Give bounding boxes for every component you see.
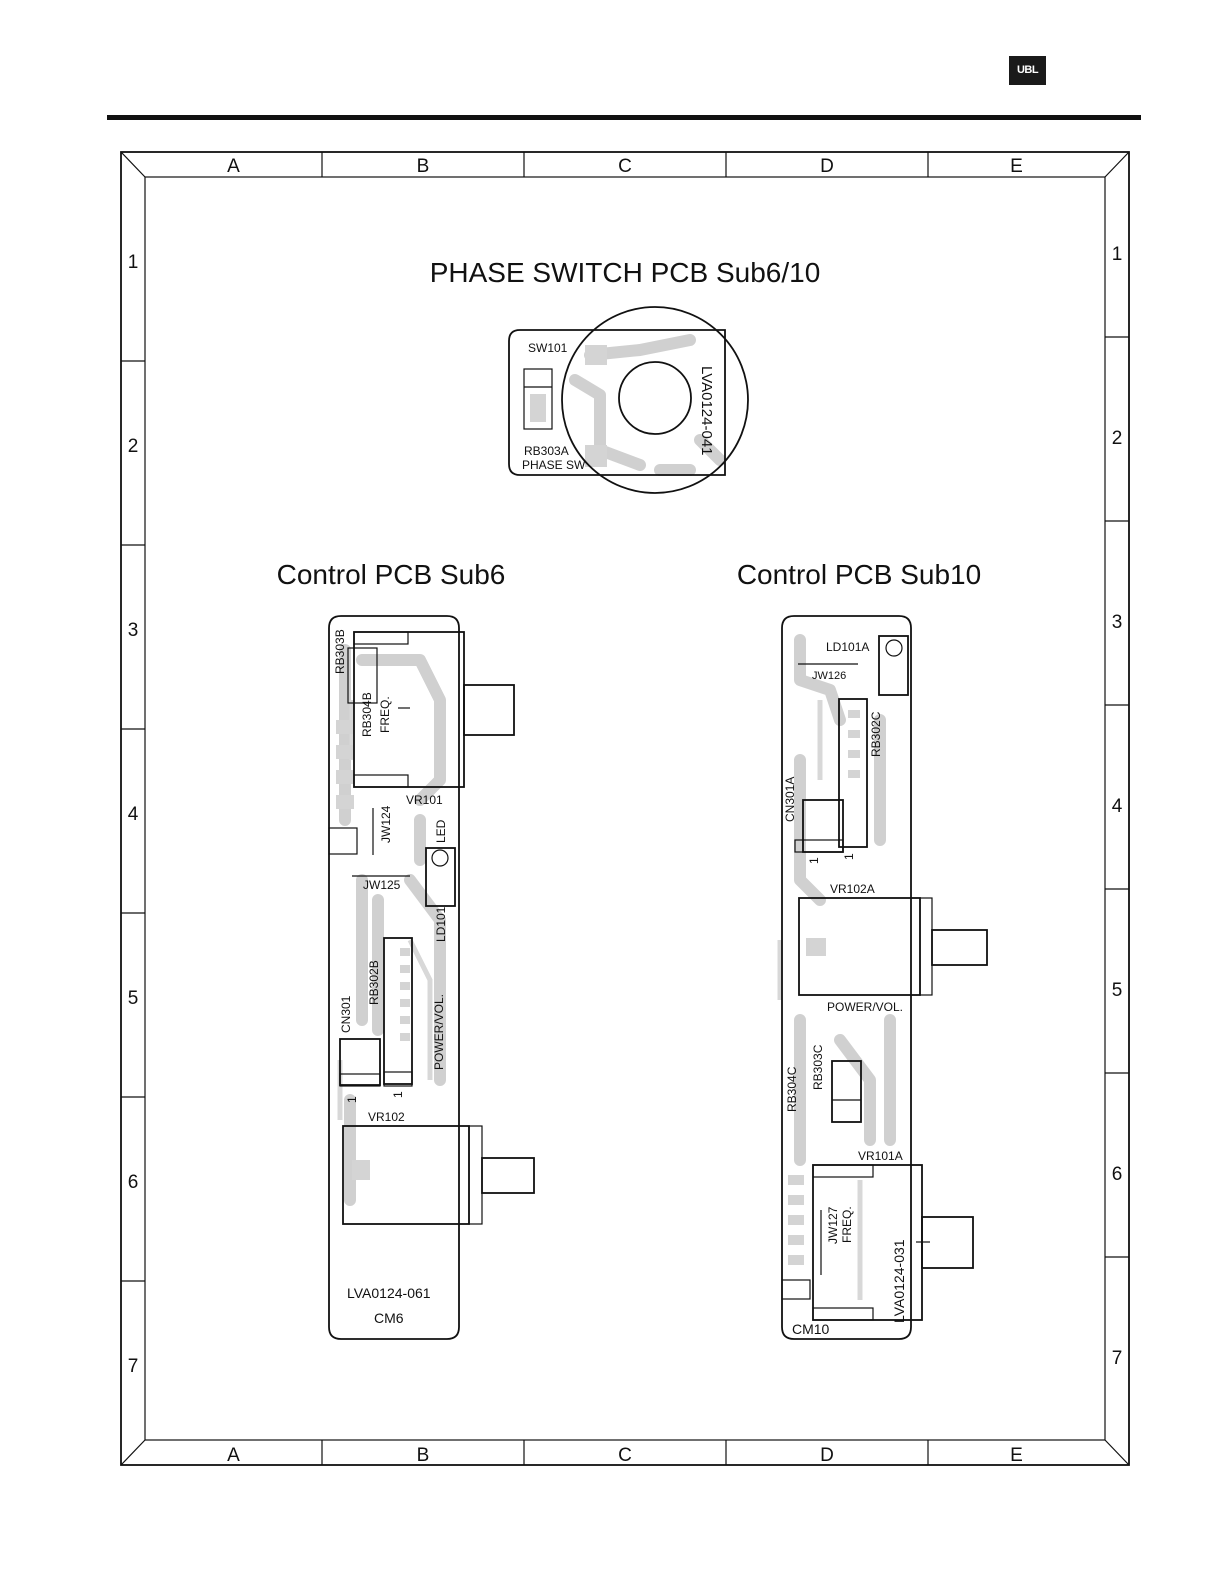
column-label-top: A bbox=[227, 156, 240, 177]
row-label-left: 5 bbox=[127, 988, 139, 1009]
control-pcb-sub10 bbox=[737, 559, 987, 1339]
jw127-label: JW127 bbox=[826, 1206, 840, 1244]
led-label: LED bbox=[434, 819, 448, 843]
rb302c-label: RB302C bbox=[869, 711, 883, 757]
freq-label-sub10: FREQ. bbox=[840, 1206, 854, 1243]
phase-pcb-title: PHASE SWITCH PCB Sub6/10 bbox=[429, 257, 821, 288]
sub10-board-id: LVA0124-031 bbox=[891, 1239, 907, 1323]
vr102-label: VR102 bbox=[368, 1110, 405, 1124]
row-label-left: 3 bbox=[127, 620, 139, 641]
row-label-left: 4 bbox=[127, 804, 139, 825]
row-label-left: 6 bbox=[127, 1172, 139, 1193]
phase-sw-label: PHASE SW bbox=[522, 458, 586, 472]
pin1-label-cn301a-b: 1 bbox=[842, 853, 856, 860]
row-label-left: 1 bbox=[127, 252, 139, 273]
row-label-right: 2 bbox=[1111, 428, 1123, 449]
jw125-label: JW125 bbox=[363, 878, 401, 892]
column-label-top: C bbox=[618, 156, 632, 177]
ld101-label: LD101 bbox=[434, 906, 448, 942]
row-label-right: 7 bbox=[1111, 1348, 1123, 1369]
jw124-label: JW124 bbox=[379, 805, 393, 843]
row-label-left: 2 bbox=[127, 436, 139, 457]
pin1-label-cn301: 1 bbox=[345, 1096, 359, 1103]
rb303a-label: RB303A bbox=[524, 444, 569, 458]
column-label-bottom: C bbox=[618, 1445, 632, 1466]
rb303b-label: RB303B bbox=[333, 629, 347, 674]
rb304b-label: RB304B bbox=[360, 692, 374, 737]
row-label-right: 6 bbox=[1111, 1164, 1123, 1185]
cn301-label: CN301 bbox=[339, 995, 353, 1033]
sub6-model: CM6 bbox=[374, 1310, 404, 1326]
column-label-bottom: D bbox=[820, 1445, 834, 1466]
row-label-right: 5 bbox=[1111, 980, 1123, 1001]
row-label-right: 4 bbox=[1111, 796, 1123, 817]
rb303c-label: RB303C bbox=[811, 1044, 825, 1090]
column-label-bottom: E bbox=[1010, 1445, 1023, 1466]
vr102a-label: VR102A bbox=[830, 882, 875, 896]
control-pcb-sub6 bbox=[277, 559, 534, 1339]
ld101a-label: LD101A bbox=[826, 640, 870, 654]
column-label-bottom: A bbox=[227, 1445, 240, 1466]
row-label-right: 1 bbox=[1111, 244, 1123, 265]
phase-board-id: LVA0124-041 bbox=[698, 366, 715, 456]
cn301a-label: CN301A bbox=[783, 776, 797, 822]
row-label-right: 3 bbox=[1111, 612, 1123, 633]
sub10-pcb-title: Control PCB Sub10 bbox=[736, 559, 982, 590]
sub10-model: CM10 bbox=[792, 1321, 830, 1337]
column-label-top: B bbox=[416, 156, 430, 177]
sw101-label: SW101 bbox=[528, 341, 568, 355]
column-label-top: E bbox=[1010, 156, 1023, 177]
power-vol-label-sub6: POWER/VOL. bbox=[432, 993, 446, 1070]
rb304c-label: RB304C bbox=[785, 1066, 799, 1112]
jbl-logo: UBL bbox=[1009, 56, 1046, 85]
pin1-label-rb302b: 1 bbox=[391, 1091, 405, 1098]
vr101-label: VR101 bbox=[406, 793, 443, 807]
sub6-pcb-title: Control PCB Sub6 bbox=[276, 559, 506, 590]
freq-label-sub6: FREQ. bbox=[378, 696, 392, 733]
column-label-bottom: B bbox=[416, 1445, 430, 1466]
column-label-top: D bbox=[820, 156, 834, 177]
rb302b-label: RB302B bbox=[367, 960, 381, 1005]
vr101a-label: VR101A bbox=[858, 1149, 903, 1163]
pin1-label-cn301a-a: 1 bbox=[807, 857, 821, 864]
jw126-label: JW126 bbox=[812, 670, 847, 682]
power-vol-label-sub10: POWER/VOL. bbox=[827, 1000, 904, 1014]
phase-switch-pcb bbox=[430, 257, 821, 493]
sub6-board-id: LVA0124-061 bbox=[347, 1285, 431, 1301]
row-label-left: 7 bbox=[127, 1356, 139, 1377]
